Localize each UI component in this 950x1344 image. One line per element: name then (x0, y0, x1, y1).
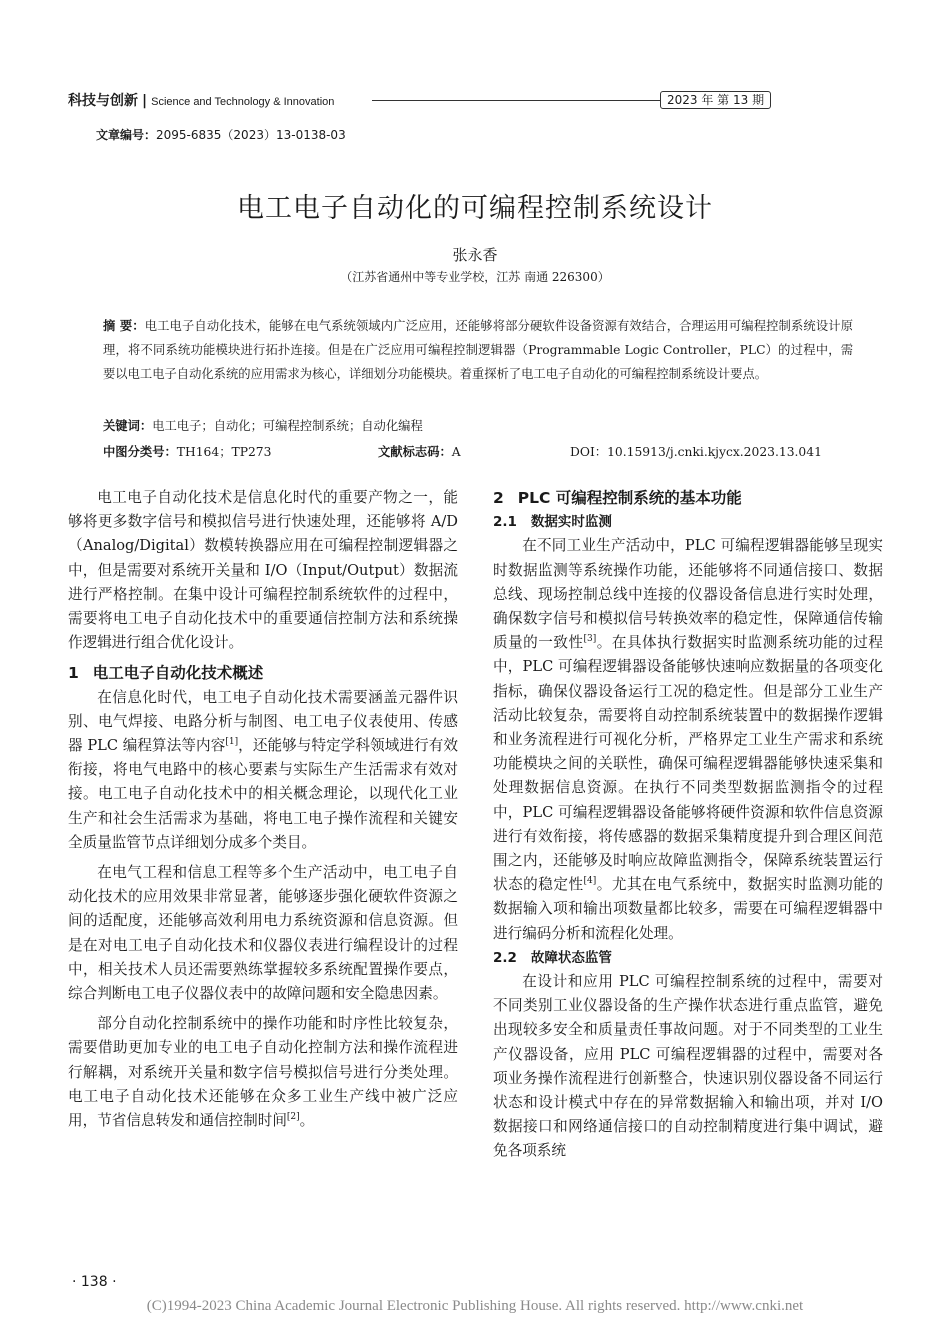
page-number: · 138 · (72, 1274, 117, 1290)
keywords-text: 电工电子；自动化；可编程控制系统；自动化编程 (152, 419, 423, 433)
keywords-label: 关键词： (103, 419, 153, 433)
section-2-1-number: 2.1 (493, 514, 517, 531)
section-2-1-title: 数据实时监测 (530, 514, 612, 531)
doc-code-label: 文献标志码： (378, 445, 452, 459)
clc-label: 中图分类号： (103, 445, 177, 459)
body-left-column (68, 486, 458, 1133)
author-name: 张永香 (452, 246, 498, 264)
journal-header (68, 90, 334, 110)
journal-separator: | (142, 93, 148, 109)
abstract-label: 摘 要： (103, 319, 145, 333)
journal-name-en: Science and Technology & Innovation (151, 96, 335, 108)
issue-badge: 2023 年 第 13 期 (660, 91, 771, 109)
author-affiliation: （江苏省通州中等专业学校，江苏 南通 226300） (340, 270, 610, 284)
header-rule (372, 100, 660, 101)
s1-p1-text-a: 在信息化时代，电工电子自动化技术需要涵盖元器件识别、电气焊接、电路分析与制图、电工电子仪表使用、传感器 PLC 编程算法等内容 (68, 688, 458, 755)
article-number-value: 2095-6835（2023）13-0138-03 (156, 128, 346, 142)
section-2-title: PLC 可编程控制系统的基本功能 (517, 489, 742, 507)
s1-p1-text-b: ，还能够与特定学科领域进行有效衔接，将电气电路中的核心要素与实际生产生活需求有效对接。电工电子自动化技术中的相关概念理论，以现代化工业生产和社会生活需求为基础，将电工电子操作流程和关键安全质量监管节点详细划分成多个类目。 (68, 737, 458, 851)
section-1-title: 电工电子自动化技术概述 (92, 664, 264, 683)
section-2-1-paragraph (493, 534, 883, 945)
clc-value: TH164；TP273 (176, 445, 272, 459)
s21-text-a: 在不同工业生产活动中，PLC 可编程逻辑器能够呈现实时数据监测等系统操作功能，还能够将不同通信接口、数据总线、现场控制总线中连接的仪器设备信息进行实时处理，确保数字信号和模拟信号转换效率的稳定性，保障通信传输质量的一致性 (493, 537, 883, 652)
citation-ref-4: [4] (583, 876, 597, 887)
paper-title: 电工电子自动化的可编程控制系统设计 (237, 193, 713, 224)
citation-ref-1: [1] (225, 737, 239, 748)
document-code (378, 442, 461, 460)
section-1-paragraph-3 (68, 1012, 458, 1133)
section-2-2-number: 2.2 (493, 949, 517, 966)
s1-p3-text-a: 部分自动化控制系统中的操作功能和时序性比较复杂，需要借助更加专业的电工电子自动化控制方法和操作流程进行解耦，对系统开关量和数字信号模拟信号进行分类处理。电工电子自动化技术还能够在众多工业生产线中被广泛应用，节省信息转发和通信控制时间 (68, 1015, 458, 1130)
section-2-1-heading (493, 510, 883, 534)
body-right-column (493, 486, 883, 1164)
section-1-paragraph-2: 在电气工程和信息工程等多个生产活动中，电工电子自动化技术的应用效果非常显著，能够逐步强化硬软件资源之间的适配度，还能够高效利用电力系统资源和信息资源。但是在对电工电子自动化技术和仪器仪表进行编程设计的过程中，相关技术人员还需要熟练掌握较多系统配置操作要点，综合判断电工电子仪器仪表中的故障问题和安全隐患因素。 (68, 864, 458, 1003)
s21-text-b: 。在具体执行数据实时监测系统功能的过程中，PLC 可编程逻辑器设备能够快速响应数据量的各项变化指标，确保仪器设备运行工况的稳定性。但是部分工业生产活动比较复杂，需要将自动控制系统装置中的数据操作逻辑和业务流程进行可视化分析，严格界定工业生产需求和系统功能模块之间的关联性，确保可编程逻辑器能够快速采集和处理数据信息资源。在执行不同类型数据监测指令的过程中，PLC 可编程逻辑器设备能够将硬件资源和软件信息资源进行有效衔接，将传感器的数据采集精度提升到合理区间范围之内，还能够及时响应故障监测指令，保障系统装置运行状态的稳定性 (493, 634, 883, 894)
article-number (96, 126, 346, 143)
section-1-number: 1 (68, 664, 79, 683)
s21-text-c: 。尤其在电气系统中，数据实时监测功能的数据输入项和输出项数量都比较多，需要在可编程逻辑器中进行编码分析和流程化处理。 (493, 876, 883, 942)
clc-code (103, 442, 271, 460)
doi: DOI：10.15913/j.cnki.kjycx.2023.13.041 (570, 445, 822, 459)
section-1-heading (68, 661, 458, 685)
doc-code-value: A (451, 445, 461, 459)
section-1-paragraph-1 (68, 686, 458, 855)
copyright-notice: (C)1994-2023 China Academic Journal Electronic Publishing House. All rights reserved. http://www.cnki.net (146, 1298, 804, 1314)
article-number-label: 文章编号： (96, 128, 157, 142)
keywords (103, 414, 853, 438)
abstract-text: 电工电子自动化技术，能够在电气系统领域内广泛应用，还能够将部分硬软件设备资源有效结合，合理运用可编程控制系统设计原理，将不同系统功能模块进行拓扑连接。但是在广泛应用可编程控制逻辑器（Programmable Logic Controller，PLC）的过程中，需要以电工电子自动化系统的应用需求为核心，详细划分功能模块。着重探析了电工电子自动化的可编程控制系统设计要点。 (103, 319, 853, 381)
section-2-heading (493, 486, 883, 510)
section-2-number: 2 (493, 489, 504, 507)
section-2-2-title: 故障状态监管 (530, 949, 612, 966)
intro-paragraph: 电工电子自动化技术是信息化时代的重要产物之一，能够将更多数字信号和模拟信号进行快速处理，还能够将 A/D（Analog/Digital）数模转换器应用在可编程控制逻辑器之中，但是需要对系统开关量和 I/O（Input/Output）数据流进行严格控制。在集中设计可编程控制系统软件的过程中，需要将电工电子自动化技术中的重要通信控制方法和系统操作逻辑进行组合优化设计。 (68, 489, 458, 652)
section-2-2-heading (493, 946, 883, 970)
section-2-2-paragraph: 在设计和应用 PLC 可编程控制系统的过程中，需要对不同类别工业仪器设备的生产操作状态进行重点监管，避免出现较多安全和质量责任事故问题。对于不同类型的工业生产仪器设备，应用 PLC 可编程逻辑器的过程中，需要对各项业务操作流程进行创新整合，快速识别仪器设备不同运行状态和设计模式中存在的异常数据输入和输出项，并对 I/O 数据接口和网络通信接口的自动控制精度进行集中调试，避免各项系统 (493, 973, 883, 1160)
citation-ref-2: [2] (286, 1112, 300, 1123)
journal-name-cn: 科技与创新 (68, 93, 138, 109)
abstract (103, 314, 853, 386)
citation-ref-3: [3] (583, 634, 597, 645)
s1-p3-text-b: 。 (299, 1112, 315, 1130)
